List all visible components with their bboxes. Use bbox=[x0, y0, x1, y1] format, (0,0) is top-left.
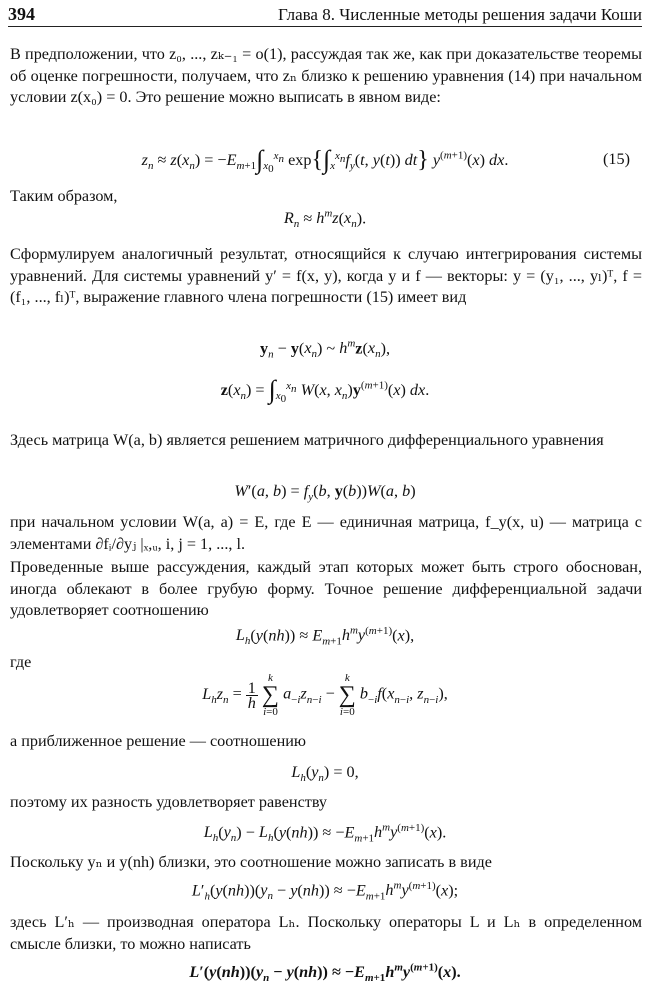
equation-difference: $L_h(y_n) - L_h(y(nh)) \approx -E_{m+1}h^my^{(m+1)}(x)$. bbox=[203, 822, 447, 845]
equation-lh-approx: $L_h(y_n) = 0$, bbox=[291, 763, 359, 785]
paragraph-8: а приближенное решение — соотношению bbox=[10, 732, 307, 750]
equation-zxn: $z(x_n) = \int_{x_0}^{x_n}$ W(x, $x_n)y^{(m+1)}(x)$ dx. bbox=[220, 375, 430, 406]
equation-yn: $y_n - y(x_n)$ ~ $h^mz(x_n)$, bbox=[260, 338, 390, 361]
equation-w: W′(a, $b) = f_y(b$, y(b))W(a, b) bbox=[234, 482, 416, 504]
paragraph-4: Здесь матрица W(a, b) является решением матричного дифференциального уравнения bbox=[10, 431, 604, 449]
equation-15: $z_n \approx z(x_n) = -E_{m+1}\int_{x_0}^{x_n}$ $\exp\{\int_x^{x_n}f_y(t$, y(t)) dt} $y^{(m+1)}(x)$ dx. bbox=[141, 145, 509, 176]
equation-lh-exact: $L_h(y(nh)) \approx E_{m+1}h^my^{(m+1)}(x)$, bbox=[235, 625, 415, 648]
paragraph-11: здесь L′ₕ — производная оператора Lₕ. Поскольку операторы L и Lₕ в определенном смысле близки, то можно написать bbox=[10, 913, 642, 953]
paragraph-6: Проведенные выше рассуждения, каждый этап которых может быть строго обоснован, иногда облекают в более грубую форму. Точное решение дифференциальной задачи удовлетворяет соотношению bbox=[10, 558, 642, 619]
running-head: Глава 8. Численные методы решения задачи Коши bbox=[278, 5, 642, 24]
equation-l-prime: $L'(y(nh))(y_n - y(nh)) \approx -E_{m+1}h^my^{(m+1)}(x)$. bbox=[189, 962, 461, 985]
equation-rn: $R_n \approx h^mz(x_n)$. bbox=[283, 208, 367, 231]
equation-lh-def: $L_hz_n$ = $\frac{1}{h}$ k ∑ i=0 $a_{-i}z_{n-i} - k$ ∑ i=0 $b_{-i}f(x_{n-i}$, $z_{n-i}$), bbox=[202, 672, 448, 718]
paragraph-7: где bbox=[10, 653, 32, 671]
paragraph-1: В предположении, что z₀, ..., zₖ₋₁ = o(1), рассуждая так же, как при доказательстве теоремы об оценке погрешности, получаем, что zₙ близко к решению уравнения (14) при начальном условии z(x₀) = 0. Это решение можно выписать в явном виде: bbox=[10, 45, 642, 106]
paragraph-9: поэтому их разность удовлетворяет равенству bbox=[10, 793, 328, 811]
paragraph-5: при начальном условии W(a, a) = E, где E — единичная матрица, f_y(x, u) — матрица с элементами ∂fᵢ/∂yⱼ |ₓ,ᵤ, i, j = 1, ..., l. bbox=[10, 513, 642, 553]
equation-lh-prime: $L'_h(y(nh))(y_n - y(nh)) \approx -E_{m+1}h^my^{(m+1)}(x)$; bbox=[191, 880, 459, 903]
paragraph-10: Поскольку yₙ и y(nh) близки, это соотношение можно записать в виде bbox=[10, 853, 492, 871]
page-number: 394 bbox=[8, 4, 35, 24]
equation-number: (15) bbox=[603, 150, 630, 168]
paragraph-2: Таким образом, bbox=[10, 187, 118, 205]
page-header bbox=[8, 4, 642, 27]
paragraph-3: Сформулируем аналогичный результат, относящийся к случаю интегрирования системы уравнений. Для системы уравнений y′ = f(x, y), когда y и f — векторы: y = (y₁, ..., yₗ)ᵀ, f = (f₁, ..., fₗ)ᵀ, выражение главного члена погрешности (15) имеет вид bbox=[10, 245, 642, 306]
